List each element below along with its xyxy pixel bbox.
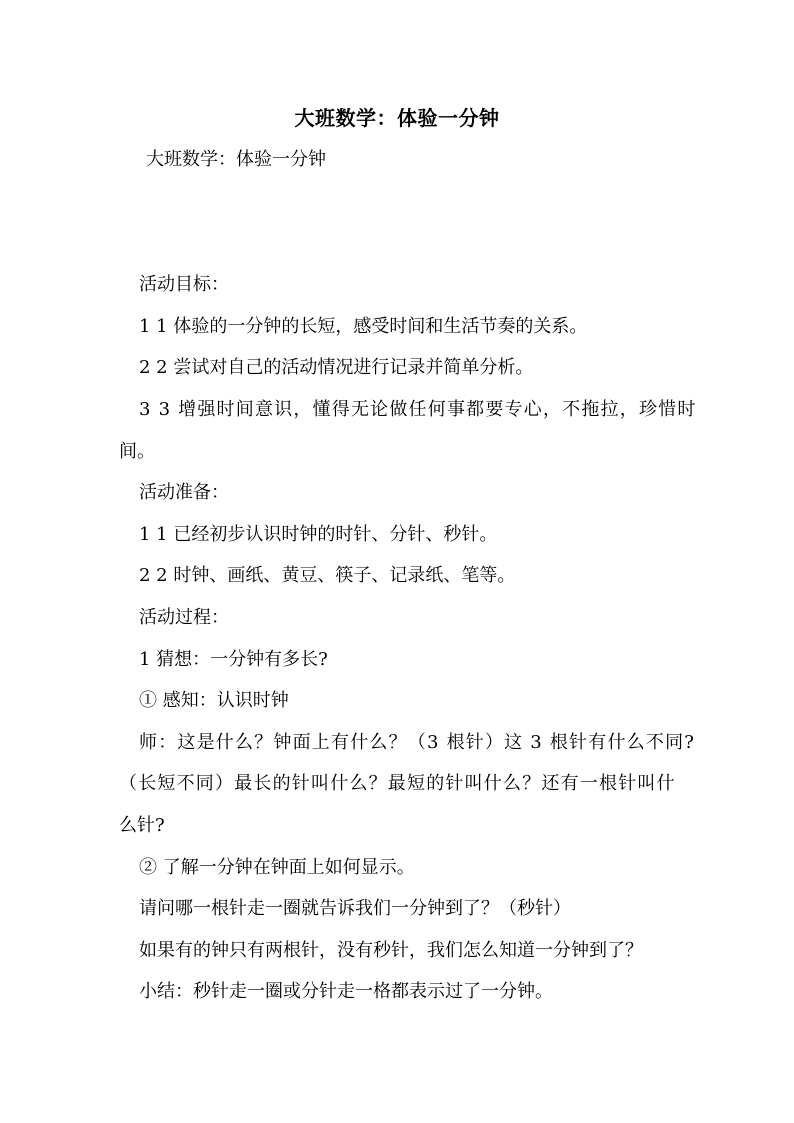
process-substep-2: ② 了解一分钟在钟面上如何显示。 <box>139 857 415 878</box>
goal-item-3-continued: 间。 <box>119 441 155 462</box>
process-paragraph-line-2: （长短不同）最长的针叫什么？最短的针叫什么？还有一根针叫什 <box>119 773 676 794</box>
process-step-1: 1 猜想：一分钟有多长? <box>139 649 328 670</box>
process-question-1: 请问哪一根针走一圈就告诉我们一分钟到了？（秒针） <box>139 898 571 919</box>
prep-item-2: 2 2 时钟、画纸、黄豆、筷子、记录纸、笔等。 <box>139 565 516 586</box>
process-substep-1: ① 感知：认识时钟 <box>139 690 289 711</box>
document-subtitle: 大班数学：体验一分钟 <box>146 149 326 170</box>
prep-heading: 活动准备： <box>139 482 229 503</box>
process-paragraph-line-1: 师：这是什么？钟面上有什么？（3 根针）这 3 根针有什么不同? <box>139 732 696 753</box>
goal-item-1: 1 1 体验的一分钟的长短，感受时间和生活节奏的关系。 <box>139 316 588 337</box>
process-heading: 活动过程： <box>139 607 229 628</box>
process-paragraph-line-3: 么针? <box>119 815 165 836</box>
goal-item-3: 3 3 增强时间意识，懂得无论做任何事都要专心，不拖拉，珍惜时 <box>139 399 697 420</box>
goal-item-2: 2 2 尝试对自己的活动情况进行记录并简单分析。 <box>139 357 534 378</box>
document-title: 大班数学：体验一分钟 <box>294 106 500 130</box>
prep-item-1: 1 1 已经初步认识时钟的时针、分针、秒针。 <box>139 524 498 545</box>
goals-heading: 活动目标： <box>139 274 229 295</box>
process-summary: 小结：秒针走一圈或分针走一格都表示过了一分钟。 <box>139 981 553 1002</box>
process-question-2: 如果有的钟只有两根针，没有秒针，我们怎么知道一分钟到了？ <box>139 940 643 961</box>
